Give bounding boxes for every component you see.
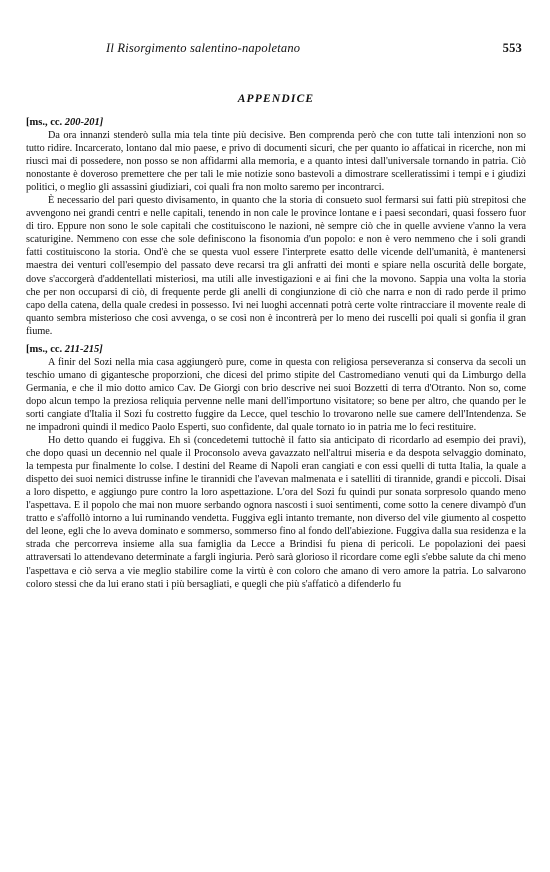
appendix-title: APPENDICE (237, 93, 315, 105)
paragraph: È necessario del pari questo divisamento, in quanto che la storia di consueto suol fermarsi sui fatti più strepitosi che avvengono nei grandi centri e nelle capitali, tenendo in non cale le province lontane e i paesi secondari, quasi fossero fuor di tiro. Eppure non sono le sole capitali che costituiscono le nazioni, nè sempre ciò che in quelle avviene v'anno la vera scaturigine. Nemmeno con esse che sole definiscono la fisonomia d'un popolo: e non è vero nemmeno che i soli grandi fatti costituiscono la storia. Ond'è che se questa vuol essere l'interprete esatto delle vicende dell'umanità, è mantenersi maestra dei venturi coll'esempio del passato deve recarsi tra gli anfratti dei monti e spiare nella oscurità delle borgate, dove s'accorgerà d'addentellati misteriosi, ma utili alle investigazioni e ai fini che la movono. Sappia una volta la storia che per non occuparsi di ciò, di frequente perde gli anelli di congiunzione di ciò che narra e non di rado perde il primo capo della catena, della quale credesi in possesso. Ivi nei luoghi accennati potrà certe volte rintracciare il movente reale di quanto sembra misterioso che così avvenga, o se così non è incontrerà per lo meno dei ruscelli poi quali si gonfia il gran fiume. (26, 195, 526, 337)
reference-range: 211-215] (64, 343, 103, 355)
section-manuscript-211-215 (26, 344, 526, 591)
book-page (0, 41, 550, 872)
paragraph: Da ora innanzi stenderò sulla mia tela tinte più decisive. Ben comprenda però che con tutte tali intenzioni non so tutto ridire. Incarcerato, lontano dal mio paese, e privo di documenti sicuri, che per quanto io affaticai in ricerche, non mi riuscì mai di possedere, non posso se non affidarmi alla memoria, e a quanto intesi dall'universale tornando in patria. Ciò nonostante è doveroso premettere che per tali le mie notizie sono bastevoli a dimostrare scelleratissimi i tempi e i giudizi politici, o meglio gli assassini giudiziari, coi quali fra non molto saremo per incontrarci. (26, 130, 526, 194)
manuscript-reference (26, 344, 526, 355)
reference-range: 200-201] (64, 117, 104, 128)
paragraph: A finir del Sozi nella mia casa aggiungerò pure, come in questa con religiosa perseveranza si conserva da secoli un teschio umano di gigantesche proporzioni, che dicesi del primo stipite del Castromediano venuti qui da Limburgo della Germania, e che il mio dotto amico Cav. De Giorgi con brio descrive nei suoi Bozzetti di terra d'Otranto. Non so, come dopo alcun tempo la preziosa reliquia pervenne nelle mani dell'importuno visitatore; so bene per altro, che quando per le sorti cangiate d'Italia il Sozi fu costretto fuggire da Lecce, quel teschio lo trovarono nelle sue camere dell'Intendenza. Se ne impadronì quindi il medico Paolo Esperti, suo confidente, dal quale tornato io in patria me lo feci restituire. (26, 356, 526, 433)
page-number: 553 (502, 41, 522, 55)
manuscript-reference (26, 117, 526, 128)
reference-prefix: [ms., cc. (26, 343, 63, 355)
reference-prefix: [ms., cc. (26, 117, 63, 128)
section-manuscript-200-201 (26, 117, 526, 338)
running-title: Il Risorgimento salentino-napoletano (106, 41, 301, 55)
running-head (26, 41, 526, 61)
paragraph: Ho detto quando ei fuggiva. Eh sì (concedetemi tuttochè il fatto sia anticipato di ricordarlo ad esempio dei pravi), che dopo quasi un decennio nel quale il Proconsolo aveva gavazzato nell'altrui miseria e da despota selvaggio dominato, la tempesta pur finalmente lo colse. I destini del Reame di Napoli eran cangiati e con essi quelli di tutta Italia, la quale a dispetto dei suoi nemici distrusse infine le tirannidi che l'avevan malmenata e i satelliti di tirannide, grandi e piccoli. Disai a loro dispetto, e aggiungo pure contro la loro aspettazione. L'ora del Sozi fu quindi pur sonata sorpresolo quando meno l'aspettava. E il popolo che mai non muore serbando ognora nascosti i suoi sentimenti, come sotto la cenere divampò d'un tratto e s'affollò intorno a lui ruminando vendetta. Fuggiva egli intanto tremante, non diverso del vile giumento al cospetto del leone, egli che lo aveva dominato e sommerso, sommerso fino al fondo dell'abiezione. Fuggiva dalla sua residenza e la strada che percorreva insieme alla sua famiglia da Lecce a Brindisi fu piena di pericoli. Le popolazioni dei paesi attraversati lo attendevano determinate a fargli ingiuria. Però sarà glorioso il ricordare come egli s'ebbe salute da chi meno l'aspettava e ciò serva a vie meglio stabilire come la virtù è con coloro che amano di vero amore la patria. Lo salvarono coloro stessi che da lui erano stati i più bersagliati, e quegli che più s'affaticò a difenderlo fu (26, 435, 526, 590)
